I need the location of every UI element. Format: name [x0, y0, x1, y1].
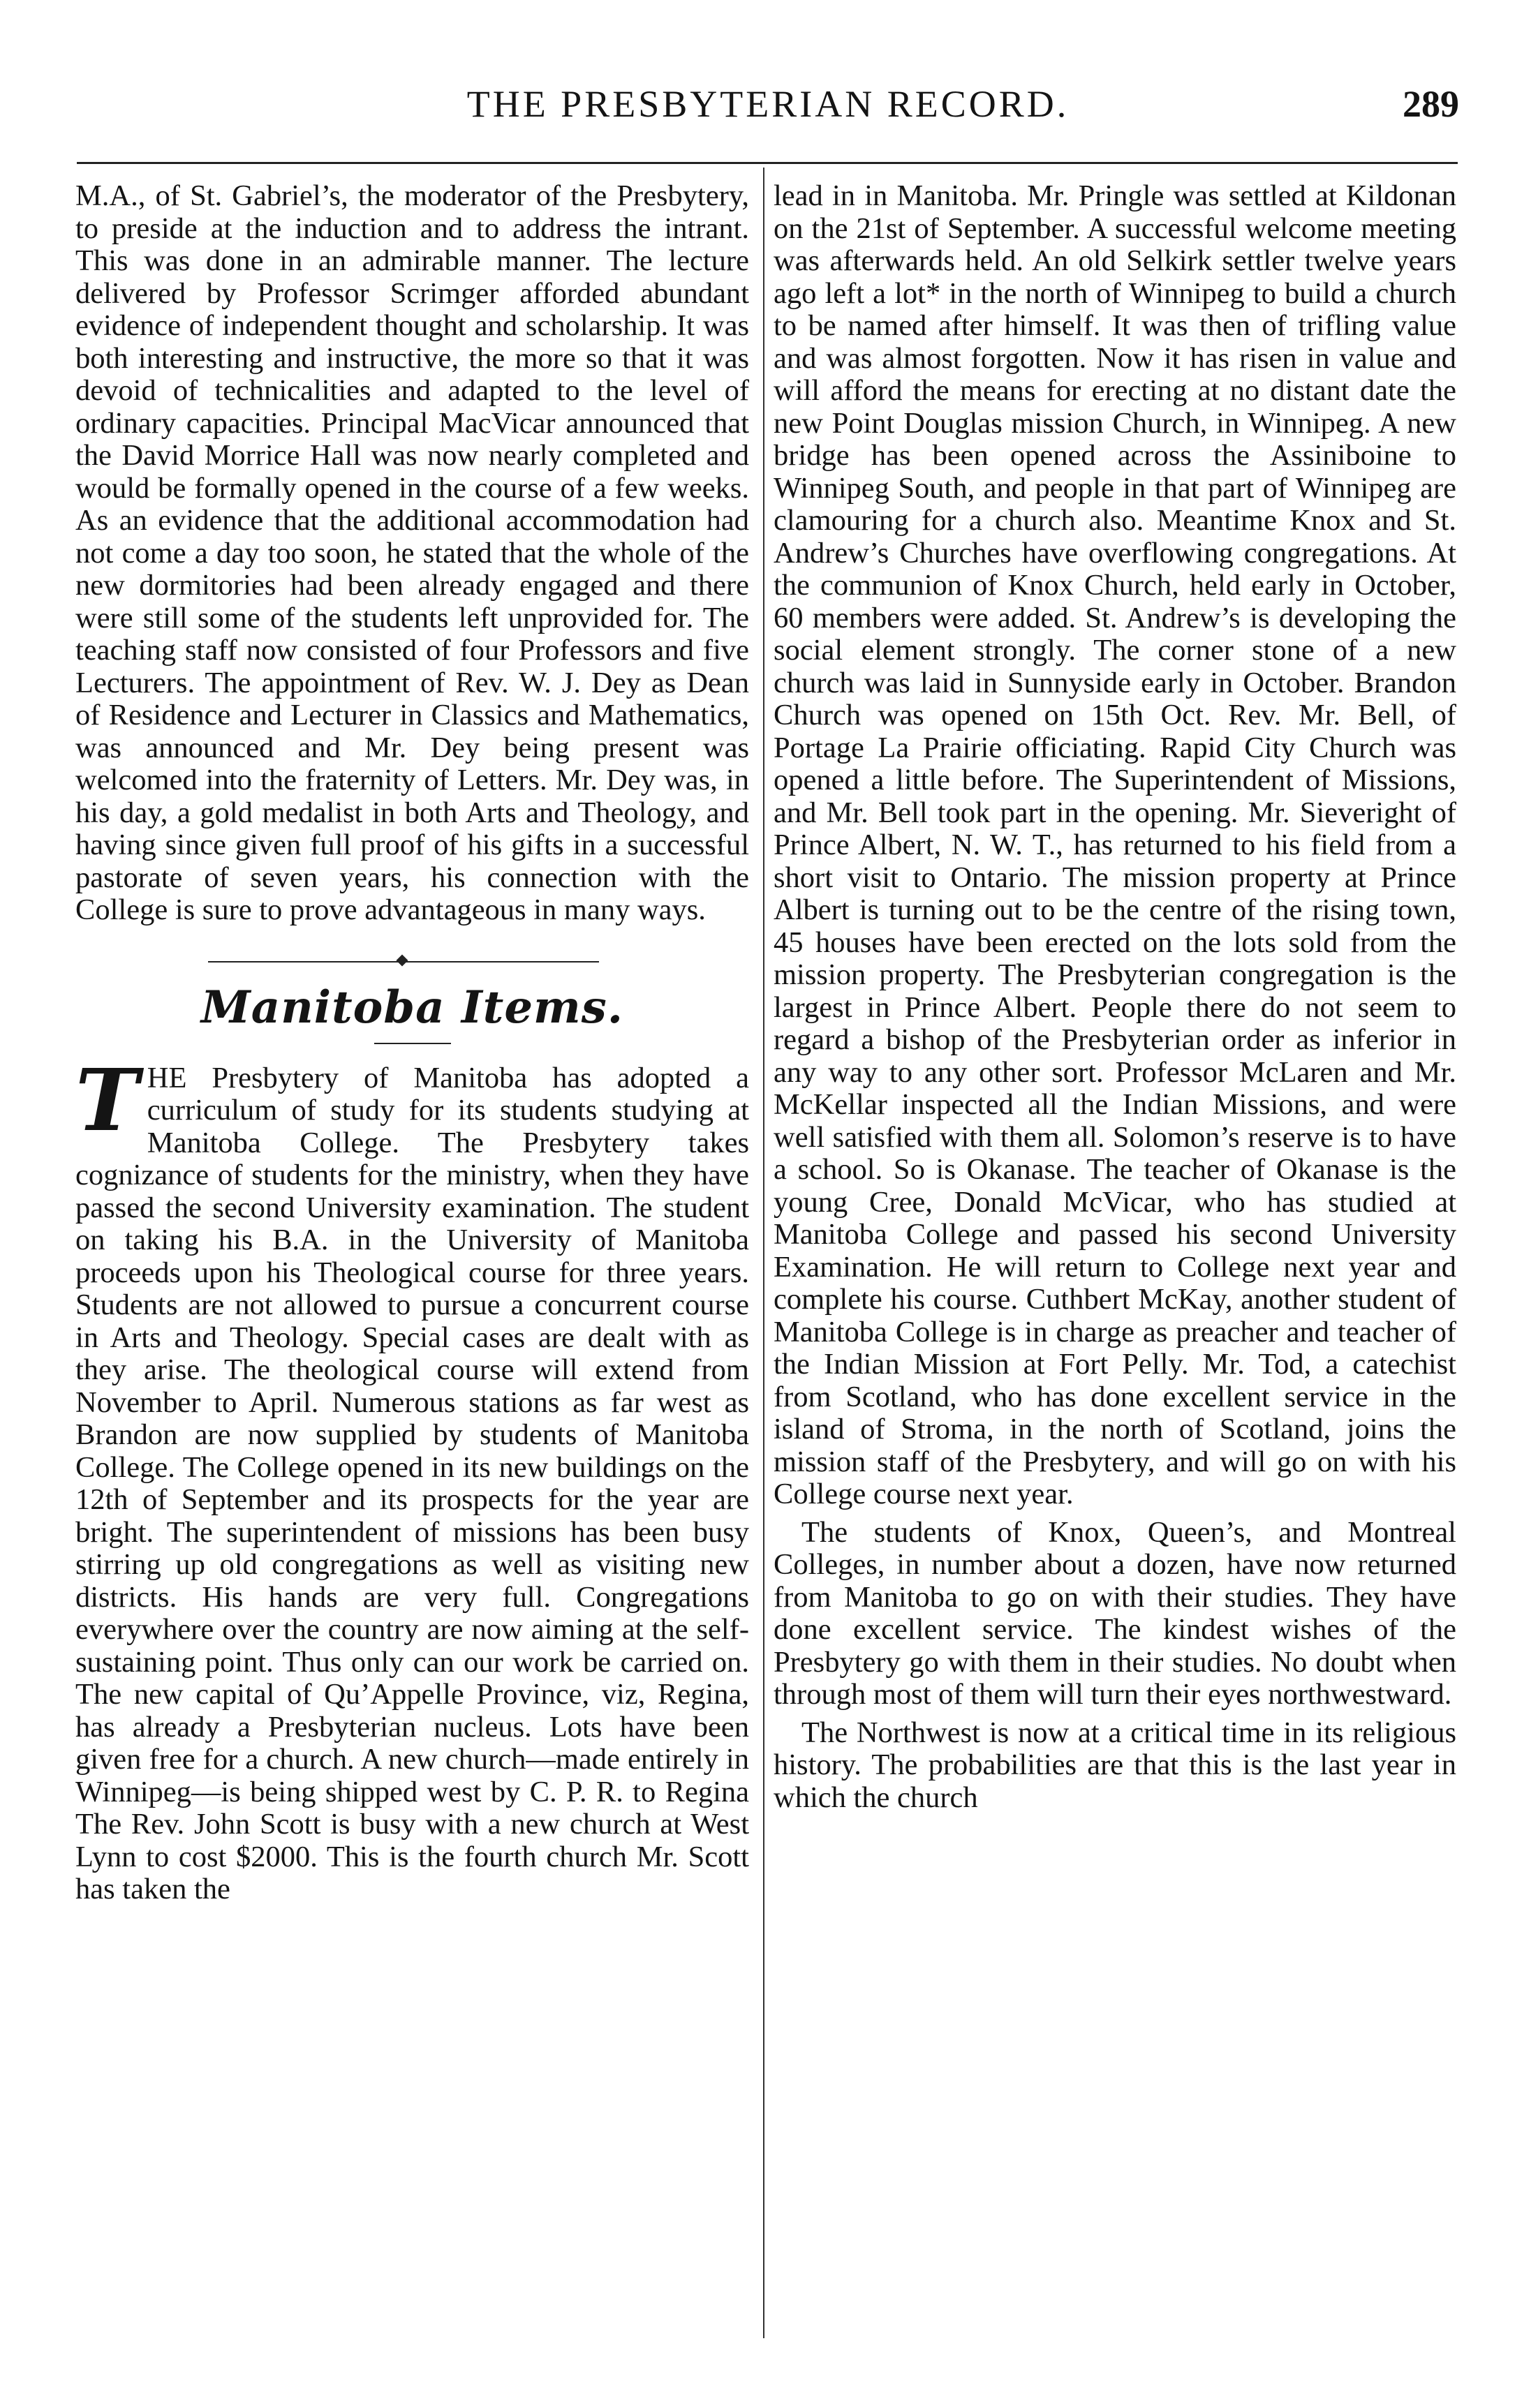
page-header — [77, 82, 1459, 145]
right-column — [774, 180, 1456, 1814]
paragraph-college-opening: M.A., of St. Gabriel’s, the moderator of the Presbytery, to preside at the induction and to address the intrant. This was done in an admirable manner. The lecture delivered by Professor Scrimger afforded abundant evidence of independent thought and scholarship. It was both interesting and instructive, the more so that it was devoid of technicalities and adapted to the level of ordinary capacities. Principal MacVicar announced that the David Morrice Hall was now nearly completed and would be formally opened in the course of a few weeks. As an evidence that the additional accommodation had not come a day too soon, he stated that the whole of the new dormitories had been already engaged and there were still some of the students left unprovided for. The teaching staff now consisted of four Professors and five Lecturers. The appointment of Rev. W. J. Dey as Dean of Residence and Lecturer in Classics and Mathematics, was announced and Mr. Dey being present was welcomed into the fraternity of Letters. Mr. Dey was, in his day, a gold medalist in both Arts and Theology, and having since given full proof of his gifts in a successful pastorate of seven years, his connection with the College is sure to prove advantageous in many ways. — [75, 179, 749, 926]
heading-rule — [374, 1043, 451, 1044]
running-title: THE PRESBYTERIAN RECORD. — [466, 83, 1070, 125]
column-divider — [763, 168, 764, 2338]
paragraph-manitoba-continued: lead in in Manitoba. Mr. Pringle was settled at Kildonan on the 21st of September. A successful welcome meeting was afterwards held. An old Selkirk settler twelve years ago left a lot* in the north of Winnipeg to build a church to be named after himself. It was then of trifling value and was almost forgotten. Now it has risen in value and will afford the means for erecting at no distant date the new Point Douglas mission Church, in Winnipeg. A new bridge has been opened across the Assiniboine to Winnipeg South, and people in that part of Winnipeg are clamouring for a church also. Meantime Knox and St. Andrew’s Churches have overflowing congregations. At the communion of Knox Church, held early in October, 60 members were added. St. Andrew’s is developing the social element strongly. The corner stone of a new church was laid in Sunnyside early in October. Brandon Church was opened on 15th Oct. Rev. Mr. Bell, of Portage La Prairie officiating. Rapid City Church was opened a little before. The Superintendent of Missions, and Mr. Bell took part in the opening. Mr. Sieveright of Prince Albert, N. W. T., has returned to his field from a short visit to Ontario. The mission property at Prince Albert is turning out to be the centre of the rising town, 45 houses have been erected on the lots sold from the mission property. The Presbyterian congregation is the largest in Prince Albert. People there do not seem to regard a bishop of the Presbyterian order as inferior in any way to any other sort. Professor McLaren and Mr. McKellar inspected all the Indian Missions, and were well satisfied with them all. Solomon’s reserve is to have a school. So is Okanase. The teacher of Okanase is the young Cree, Donald McVicar, who has studied at Manitoba College and passed his second University Examination. He will return to College next year and complete his course. Cuthbert McKay, another student of Manitoba College is in charge as preacher and teacher of the Indian Mission at Fort Pelly. Mr. Tod, a catechist from Scotland, who has done excellent service in the island of Stroma, in the north of Scotland, joins the mission staff of the Presbytery, and will go on with his College course next year. — [774, 179, 1456, 1510]
left-column — [75, 180, 749, 1906]
paragraph-students-returned: The students of Knox, Queen’s, and Montreal Colleges, in number about a dozen, have now returned from Manitoba to go on with their studies. They have done excellent service. The kindest wishes of the Presbytery go with them in their studies. No doubt when through most of them will turn their eyes northwestward. — [774, 1515, 1456, 1711]
paragraph-manitoba-text: HE Presbytery of Manitoba has adopted a curriculum of study for its students studying at Manitoba College. The Presbytery takes cognizance of students for the ministry, when they have passed the second University examination. The student on taking his B.A. in the University of Manitoba proceeds upon his Theological course for three years. Students are not allowed to pursue a concurrent course in Arts and Theology. Special cases are dealt with as they arise. The theological course will extend from November to April. Numerous stations as far west as Brandon are now supplied by students of Manitoba College. The College opened in its new buildings on the 12th of September and its prospects for the year are bright. The superintendent of missions has been busy stirring up old congregations as well as visiting new districts. His hands are very full. Congregations everywhere over the country are now aiming at the self-sustaining point. Thus only can our work be carried on. The new capital of Qu’Appelle Province, viz, Regina, has already a Presbyterian nucleus. Lots have been given free for a church. A new church—made entirely in Winnipeg—is being shipped west by C. P. R. to Regina The Rev. John Scott is busy with a new church at West Lynn to cost $2000. This is the fourth church Mr. Scott has taken the — [75, 1061, 749, 1905]
divider-diamond-icon — [397, 954, 408, 966]
header-rule — [77, 162, 1458, 164]
section-heading: Manitoba Items. — [200, 981, 624, 1034]
page-number: 289 — [1403, 83, 1459, 125]
ornamental-divider — [75, 948, 749, 976]
paragraph-manitoba-items — [75, 1049, 749, 1906]
paragraph-northwest: The Northwest is now at a critical time in its religious history. The probabilities are that this is the last year in which the church — [774, 1716, 1456, 1814]
drop-cap: T — [75, 1049, 139, 1150]
